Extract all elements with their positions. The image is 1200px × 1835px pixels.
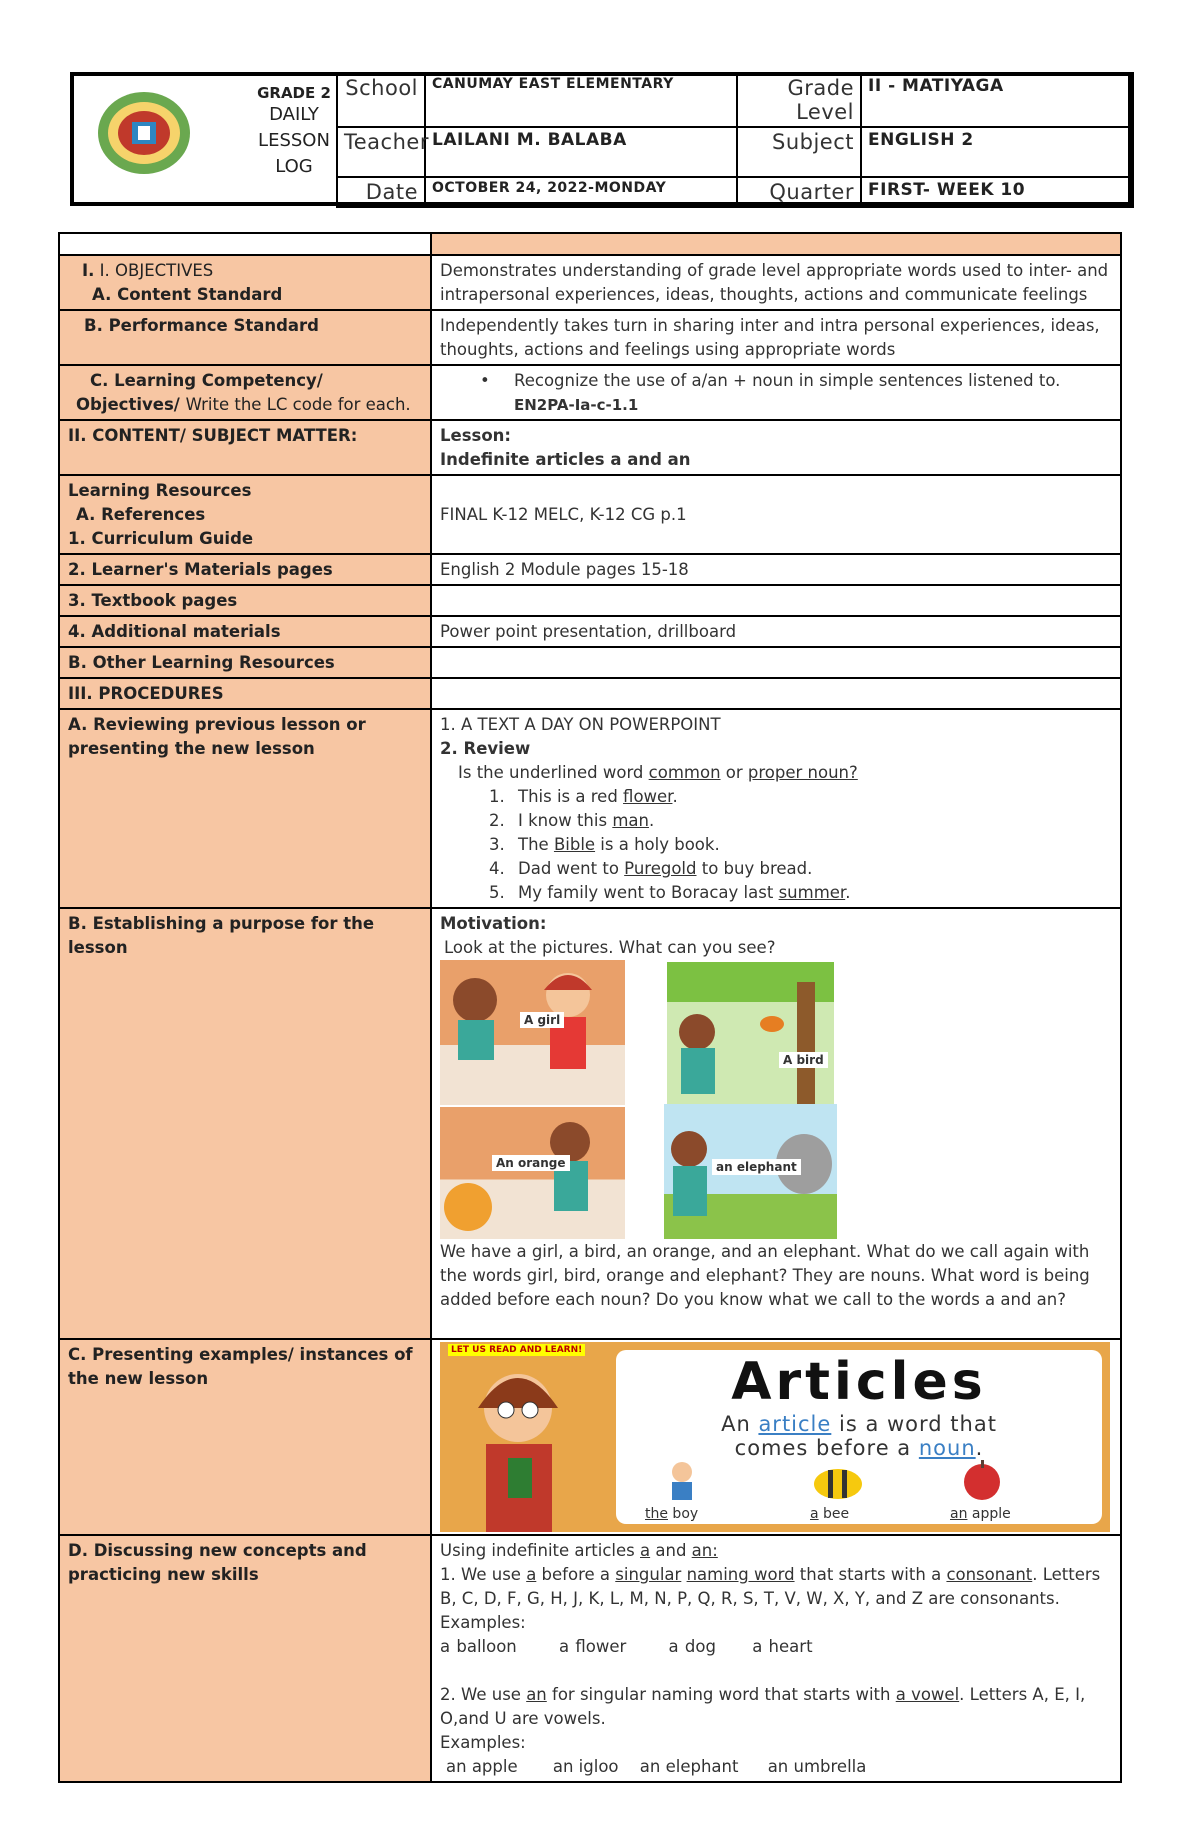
competency-code: EN2PA-Ia-c-1.1 [514, 396, 639, 414]
list-item: 5. My family went to Boracay last summer. [510, 881, 1112, 905]
list-item: an umbrella [767, 1757, 867, 1776]
quarter-value: FIRST- WEEK 10 [861, 177, 1133, 207]
header-grid [336, 72, 1134, 208]
examples-label: C. Presenting examples/ instances of the new lesson [59, 1339, 431, 1535]
competency-content [431, 365, 1121, 420]
date-value: OCTOBER 24, 2022-MONDAY [425, 177, 737, 207]
motivation-pictures [440, 960, 1112, 1240]
articles-slide [440, 1342, 1112, 1532]
competency-text: Recognize the use of a/an + noun in simple sentences listened to. [514, 371, 1061, 390]
references-label: A. References [76, 505, 206, 524]
motivation-text: We have a girl, a bird, an orange, and an elephant. What do we call again with the words girl, bird, orange and elephant? They are nouns. What word is being added before each noun? Do you know what we call to the words a and an? [440, 1242, 1090, 1309]
example-the-boy: the boy [645, 1506, 699, 1522]
articles-banner: LET US READ AND LEARN! [448, 1344, 585, 1356]
objectives-text: I. OBJECTIVES [99, 261, 214, 280]
content-standard-label: A. Content Standard [92, 285, 283, 304]
lesson-label: Lesson: [440, 426, 512, 445]
lesson-label: LESSON [258, 130, 330, 151]
review-question [440, 761, 1112, 785]
list-item: a flower [559, 1637, 627, 1656]
rule-two: 2. We use an for singular naming word that starts with a vowel. Letters A, E, I, O,and U are vowels. [440, 1685, 1086, 1728]
learning-resources-label: Learning Resources [68, 481, 252, 500]
articles-definition-line1: An article is a word that [721, 1412, 997, 1436]
content-standard-text: Demonstrates understanding of grade level appropriate words used to inter- and intrapersonal experiences, ideas, thoughts, actions and communicate feelings [431, 255, 1121, 310]
list-item: an igloo [552, 1757, 619, 1776]
quarter-key: Quarter [737, 177, 861, 207]
lesson-cell [431, 420, 1121, 475]
other-resources-label: B. Other Learning Resources [59, 647, 431, 678]
date-key: Date [337, 177, 425, 207]
list-item: a heart [752, 1637, 813, 1656]
learners-materials-label: 2. Learner's Materials pages [59, 554, 431, 585]
pic-label: A girl [520, 1012, 564, 1028]
grade-level-key: Grade Level [737, 73, 861, 127]
boy-orange-illustration [440, 1107, 625, 1239]
review-question-pre: Is the underlined word [458, 763, 649, 782]
examples-label-2: Examples: [440, 1733, 526, 1752]
list-item: 3. The Bible is a holy book. [510, 833, 1112, 857]
teacher-illustration [448, 1358, 598, 1532]
lesson-log-header [70, 72, 1132, 206]
performance-standard-label: B. Performance Standard [59, 310, 431, 365]
examples-list-1 [440, 1635, 1112, 1659]
textbook-pages-label: 3. Textbook pages [59, 585, 431, 616]
example-a-bee: a bee [810, 1506, 850, 1522]
motivation-question: Look at the pictures. What can you see? [444, 938, 776, 957]
list-item: an elephant [639, 1757, 739, 1776]
review-question-common: common [648, 763, 721, 782]
school-value: CANUMAY EAST ELEMENTARY [425, 73, 737, 127]
review-list [440, 785, 1112, 905]
review-heading: 2. Review [440, 739, 531, 758]
content-subject-matter-label: II. CONTENT/ SUBJECT MATTER: [59, 420, 431, 475]
articles-definition-line2: comes before a noun. [734, 1436, 984, 1460]
girl-picture [440, 960, 625, 1105]
examples-list-2 [440, 1755, 1112, 1779]
list-item: 4. Dad went to Puregold to buy bread. [510, 857, 1112, 881]
review-question-proper: proper noun? [747, 763, 858, 782]
blank-cell [431, 233, 1121, 255]
articles-title: Articles [731, 1352, 987, 1412]
pic-label: An orange [492, 1155, 570, 1171]
teacher-value: LAILANI M. BALABA [425, 127, 737, 177]
boy-bird-illustration [667, 962, 834, 1105]
reviewing-label: A. Reviewing previous lesson or presenting the new lesson [59, 709, 431, 908]
grade-level-value: II - MATIYAGA [861, 73, 1133, 127]
textbook-pages-value [431, 585, 1121, 616]
purpose-label: B. Establishing a purpose for the lesson [59, 908, 431, 1339]
review-content [431, 709, 1121, 908]
blank-cell [59, 233, 431, 255]
lesson-table [58, 232, 1122, 1783]
motivation-content [431, 908, 1121, 1339]
lesson-text: Indefinite articles a and an [440, 450, 691, 469]
learners-materials-text: English 2 Module pages 15-18 [431, 554, 1121, 585]
teacher-key: Teacher [337, 127, 425, 177]
text-a-day: 1. A TEXT A DAY ON POWERPOINT [440, 715, 721, 734]
bird-picture [667, 962, 834, 1105]
subject-value: ENGLISH 2 [861, 127, 1133, 177]
review-question-or: or [720, 763, 748, 782]
rule-one: 1. We use a before a singular naming word that starts with a consonant. Letters B, C, D, F, G, H, J, K, L, M, N, P, Q, R, S, T, V, W, X, Y, and Z are consonants. [440, 1565, 1101, 1608]
grade-label: GRADE 2 [257, 84, 331, 102]
procedures-value [431, 678, 1121, 709]
objectives-heading: I. I. OBJECTIVES [82, 261, 214, 280]
additional-materials-text: Power point presentation, drillboard [431, 616, 1121, 647]
pic-label: A bird [779, 1052, 828, 1068]
school-key: School [337, 73, 425, 127]
discussing-content [431, 1535, 1121, 1782]
motivation-heading: Motivation: [440, 914, 547, 933]
school-seal-logo [96, 90, 192, 176]
curriculum-text: FINAL K-12 MELC, K-12 CG p.1 [431, 475, 1121, 554]
list-item: 2. I know this man. [510, 809, 1112, 833]
list-item: a balloon [440, 1637, 517, 1656]
list-item: a dog [668, 1637, 716, 1656]
bullet-icon: • [480, 371, 490, 390]
bee-icon [810, 1462, 866, 1500]
log-label: LOG [275, 156, 313, 177]
additional-materials-label: 4. Additional materials [59, 616, 431, 647]
apple-icon [960, 1458, 1004, 1500]
competency-label: C. Learning Competency/ [90, 371, 323, 390]
using-articles-line: Using indefinite articles a and an: [440, 1541, 718, 1560]
pic-label: an elephant [712, 1159, 801, 1175]
objectives-label: Objectives/ [76, 395, 180, 414]
boy-icon [662, 1460, 702, 1500]
lc-code-instruction: Write the LC code for each. [185, 395, 411, 414]
curriculum-guide-label: 1. Curriculum Guide [68, 529, 254, 548]
learning-resources-cell [59, 475, 431, 554]
competency-cell [59, 365, 431, 420]
list-item: 1. This is a red flower. [510, 785, 1112, 809]
performance-standard-text: Independently takes turn in sharing inter and intra personal experiences, ideas, thoughts, actions and feelings using appropriate words [431, 310, 1121, 365]
elephant-picture [664, 1104, 837, 1239]
boy-girl-illustration [440, 960, 625, 1105]
subject-key: Subject [737, 127, 861, 177]
discussing-label: D. Discussing new concepts and practicing new skills [59, 1535, 431, 1782]
procedures-label: III. PROCEDURES [59, 678, 431, 709]
orange-picture [440, 1107, 625, 1239]
articles-content [431, 1339, 1121, 1535]
examples-label-1: Examples: [440, 1613, 526, 1632]
other-resources-value [431, 647, 1121, 678]
objectives-cell [59, 255, 431, 310]
example-an-apple: an apple [950, 1506, 1011, 1522]
list-item: an apple [446, 1757, 518, 1776]
daily-label: DAILY [269, 104, 319, 125]
